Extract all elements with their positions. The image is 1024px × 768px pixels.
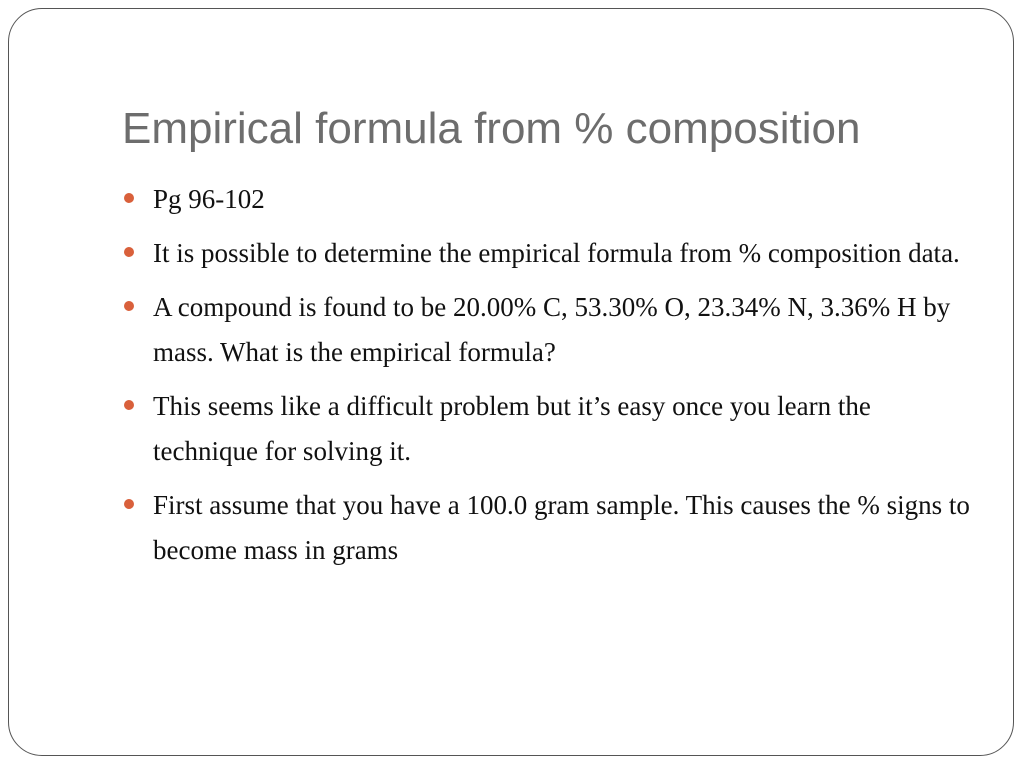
bullet-item — [122, 231, 972, 276]
bullet-item — [122, 285, 972, 375]
bullet-text: A compound is found to be 20.00% C, 53.30% O, 23.34% N, 3.36% H by mass. What is the empirical formula? — [153, 292, 951, 367]
bullet-dot-icon — [124, 400, 134, 410]
bullet-text: It is possible to determine the empirical formula from % composition data. — [153, 238, 960, 268]
bullet-item — [122, 177, 972, 222]
bullet-dot-icon — [124, 301, 134, 311]
bullet-list — [122, 177, 972, 582]
bullet-text: First assume that you have a 100.0 gram sample. This causes the % signs to become mass in grams — [153, 490, 970, 565]
slide-title: Empirical formula from % composition — [122, 104, 861, 153]
bullet-dot-icon — [124, 193, 134, 203]
bullet-text: Pg 96-102 — [153, 184, 265, 214]
bullet-item — [122, 483, 972, 573]
slide-frame — [8, 8, 1014, 756]
bullet-dot-icon — [124, 499, 134, 509]
bullet-text: This seems like a difficult problem but it’s easy once you learn the technique for solving it. — [153, 391, 871, 466]
bullet-item — [122, 384, 972, 474]
bullet-dot-icon — [124, 247, 134, 257]
